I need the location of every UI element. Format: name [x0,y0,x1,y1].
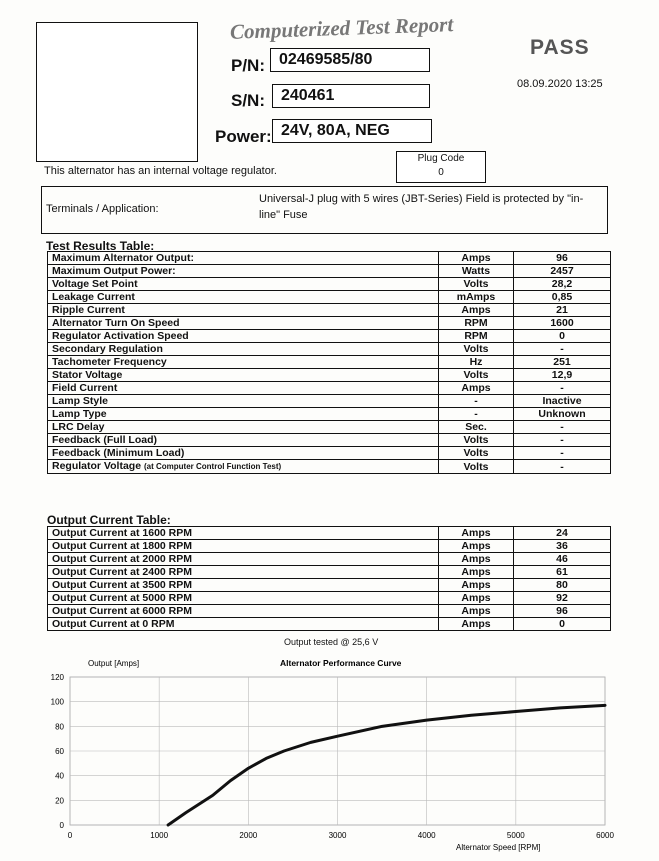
row-unit: Amps [439,382,514,395]
row-label: Leakage Current [48,291,439,304]
chart-x-tick-label: 3000 [328,831,347,840]
chart-grid [70,677,605,825]
row-label: Output Current at 1600 RPM [48,527,439,540]
row-unit: Sec. [439,421,514,434]
chart-series-line [168,705,605,825]
chart-ticks [51,673,615,840]
chart-y-tick-label: 80 [55,722,64,732]
output-current-title: Output Current Table: [47,513,171,527]
output-current-row [48,579,611,592]
row-value: - [514,382,611,395]
row-value: 0,85 [514,291,611,304]
row-label: Output Current at 5000 RPM [48,592,439,605]
row-label: Regulator Activation Speed [48,330,439,343]
chart-x-tick-label: 2000 [239,831,258,840]
test-result-row [48,369,611,382]
chart-x-tick-label: 4000 [417,831,436,840]
row-unit: Volts [439,278,514,291]
test-result-row [48,395,611,408]
row-label: Feedback (Full Load) [48,434,439,447]
test-result-row [48,421,611,434]
row-unit: Hz [439,356,514,369]
test-result-row [48,317,611,330]
report-datetime: 08.09.2020 13:25 [517,78,603,90]
report-title: Computerized Test Report [229,12,454,44]
row-unit: Volts [439,369,514,382]
row-value: - [514,460,611,474]
row-unit: Volts [439,343,514,356]
row-unit: Amps [439,540,514,553]
output-current-row [48,592,611,605]
row-value: - [514,343,611,356]
chart-y-tick-label: 20 [55,796,64,806]
row-value: 96 [514,605,611,618]
row-value: 46 [514,553,611,566]
sn-value: 240461 [272,84,430,108]
row-value: 1600 [514,317,611,330]
chart-y-tick-label: 40 [55,771,64,781]
test-result-row [48,382,611,395]
terminals-box [41,186,608,234]
row-value: 36 [514,540,611,553]
row-label: Secondary Regulation [48,343,439,356]
status-badge: PASS [530,36,590,59]
power-label: Power: [215,127,272,146]
row-unit: Amps [439,527,514,540]
row-value: 12,9 [514,369,611,382]
output-current-row [48,527,611,540]
test-result-row [48,265,611,278]
row-value: 0 [514,330,611,343]
row-unit: Amps [439,618,514,631]
output-current-row [48,618,611,631]
row-label: Output Current at 2000 RPM [48,553,439,566]
row-label: Output Current at 3500 RPM [48,579,439,592]
row-label: LRC Delay [48,421,439,434]
chart-x-tick-label: 5000 [506,831,525,840]
row-unit: - [439,395,514,408]
output-current-row [48,540,611,553]
plug-code-box [396,151,486,183]
test-result-row [48,278,611,291]
row-label: Field Current [48,382,439,395]
test-result-row [48,408,611,421]
photo-placeholder [36,22,198,162]
test-result-row [48,434,611,447]
regulator-note: This alternator has an internal voltage regulator. [44,165,277,177]
row-label: Output Current at 6000 RPM [48,605,439,618]
plug-code-value: 0 [438,167,444,178]
row-unit: Volts [439,447,514,460]
row-unit: Amps [439,304,514,317]
sn-label: S/N: [231,91,265,110]
row-unit: RPM [439,330,514,343]
row-value: 24 [514,527,611,540]
test-result-row [48,447,611,460]
chart-y-tick-label: 60 [55,747,64,756]
output-tested-note: Output tested @ 25,6 V [284,637,379,647]
row-value: - [514,447,611,460]
row-label-note: (at Computer Control Function Test) [144,462,282,471]
power-value: 24V, 80A, NEG [272,119,432,143]
test-result-row [48,356,611,369]
chart-y-axis-label: Output [Amps] [88,659,140,668]
row-value: 2457 [514,265,611,278]
performance-chart [20,655,620,853]
row-value: 92 [514,592,611,605]
chart-x-tick-label: 1000 [150,831,169,840]
row-label: Ripple Current [48,304,439,317]
row-value: - [514,434,611,447]
row-label: Output Current at 1800 RPM [48,540,439,553]
test-results-table [47,251,611,474]
row-unit: - [439,408,514,421]
terminals-value: Universal-J plug with 5 wires (JBT-Series) Field is protected by "in-line" Fuse [259,193,584,221]
row-value: 251 [514,356,611,369]
row-label: Alternator Turn On Speed [48,317,439,330]
row-value: 21 [514,304,611,317]
row-unit: Amps [439,566,514,579]
chart-series [168,705,605,825]
chart-x-tick-label: 6000 [596,831,614,840]
test-result-row [48,304,611,317]
row-unit: Volts [439,460,514,474]
row-label: Maximum Output Power: [48,265,439,278]
output-current-table [47,526,611,631]
row-value: 0 [514,618,611,631]
test-result-row [48,291,611,304]
row-unit: Amps [439,605,514,618]
row-label: Lamp Type [48,408,439,421]
row-value: 28,2 [514,278,611,291]
chart-x-tick-label: 0 [67,831,73,840]
terminals-label: Terminals / Application: [46,203,159,215]
chart-y-tick-label: 0 [59,821,64,830]
chart-y-tick-label: 100 [50,697,64,707]
row-label: Tachometer Frequency [48,356,439,369]
row-unit: Watts [439,265,514,278]
row-value: 61 [514,566,611,579]
row-unit: Amps [439,252,514,265]
output-current-row [48,566,611,579]
pn-label: P/N: [231,56,265,75]
row-label: Regulator Voltage (at Computer Control Function Test) [48,460,439,474]
row-unit: RPM [439,317,514,330]
chart-x-axis-label: Alternator Speed [RPM] [456,843,541,852]
plug-code-label: Plug Code [417,153,465,164]
output-current-row [48,605,611,618]
test-result-row [48,460,611,474]
test-results-title: Test Results Table: [46,239,155,253]
test-result-row [48,330,611,343]
row-unit: Amps [439,592,514,605]
test-result-row [48,252,611,265]
row-value: Inactive [514,395,611,408]
row-label: Lamp Style [48,395,439,408]
row-label: Output Current at 2400 RPM [48,566,439,579]
row-unit: Volts [439,434,514,447]
row-label: Stator Voltage [48,369,439,382]
row-label: Maximum Alternator Output: [48,252,439,265]
row-unit: Amps [439,553,514,566]
row-value: - [514,421,611,434]
row-value: Unknown [514,408,611,421]
row-unit: Amps [439,579,514,592]
row-value: 96 [514,252,611,265]
test-result-row [48,343,611,356]
row-label: Voltage Set Point [48,278,439,291]
chart-y-tick-label: 120 [50,673,64,682]
chart-title: Alternator Performance Curve [280,658,402,668]
row-label: Feedback (Minimum Load) [48,447,439,460]
row-label: Output Current at 0 RPM [48,618,439,631]
pn-value: 02469585/80 [270,48,430,72]
output-current-row [48,553,611,566]
row-value: 80 [514,579,611,592]
row-unit: mAmps [439,291,514,304]
